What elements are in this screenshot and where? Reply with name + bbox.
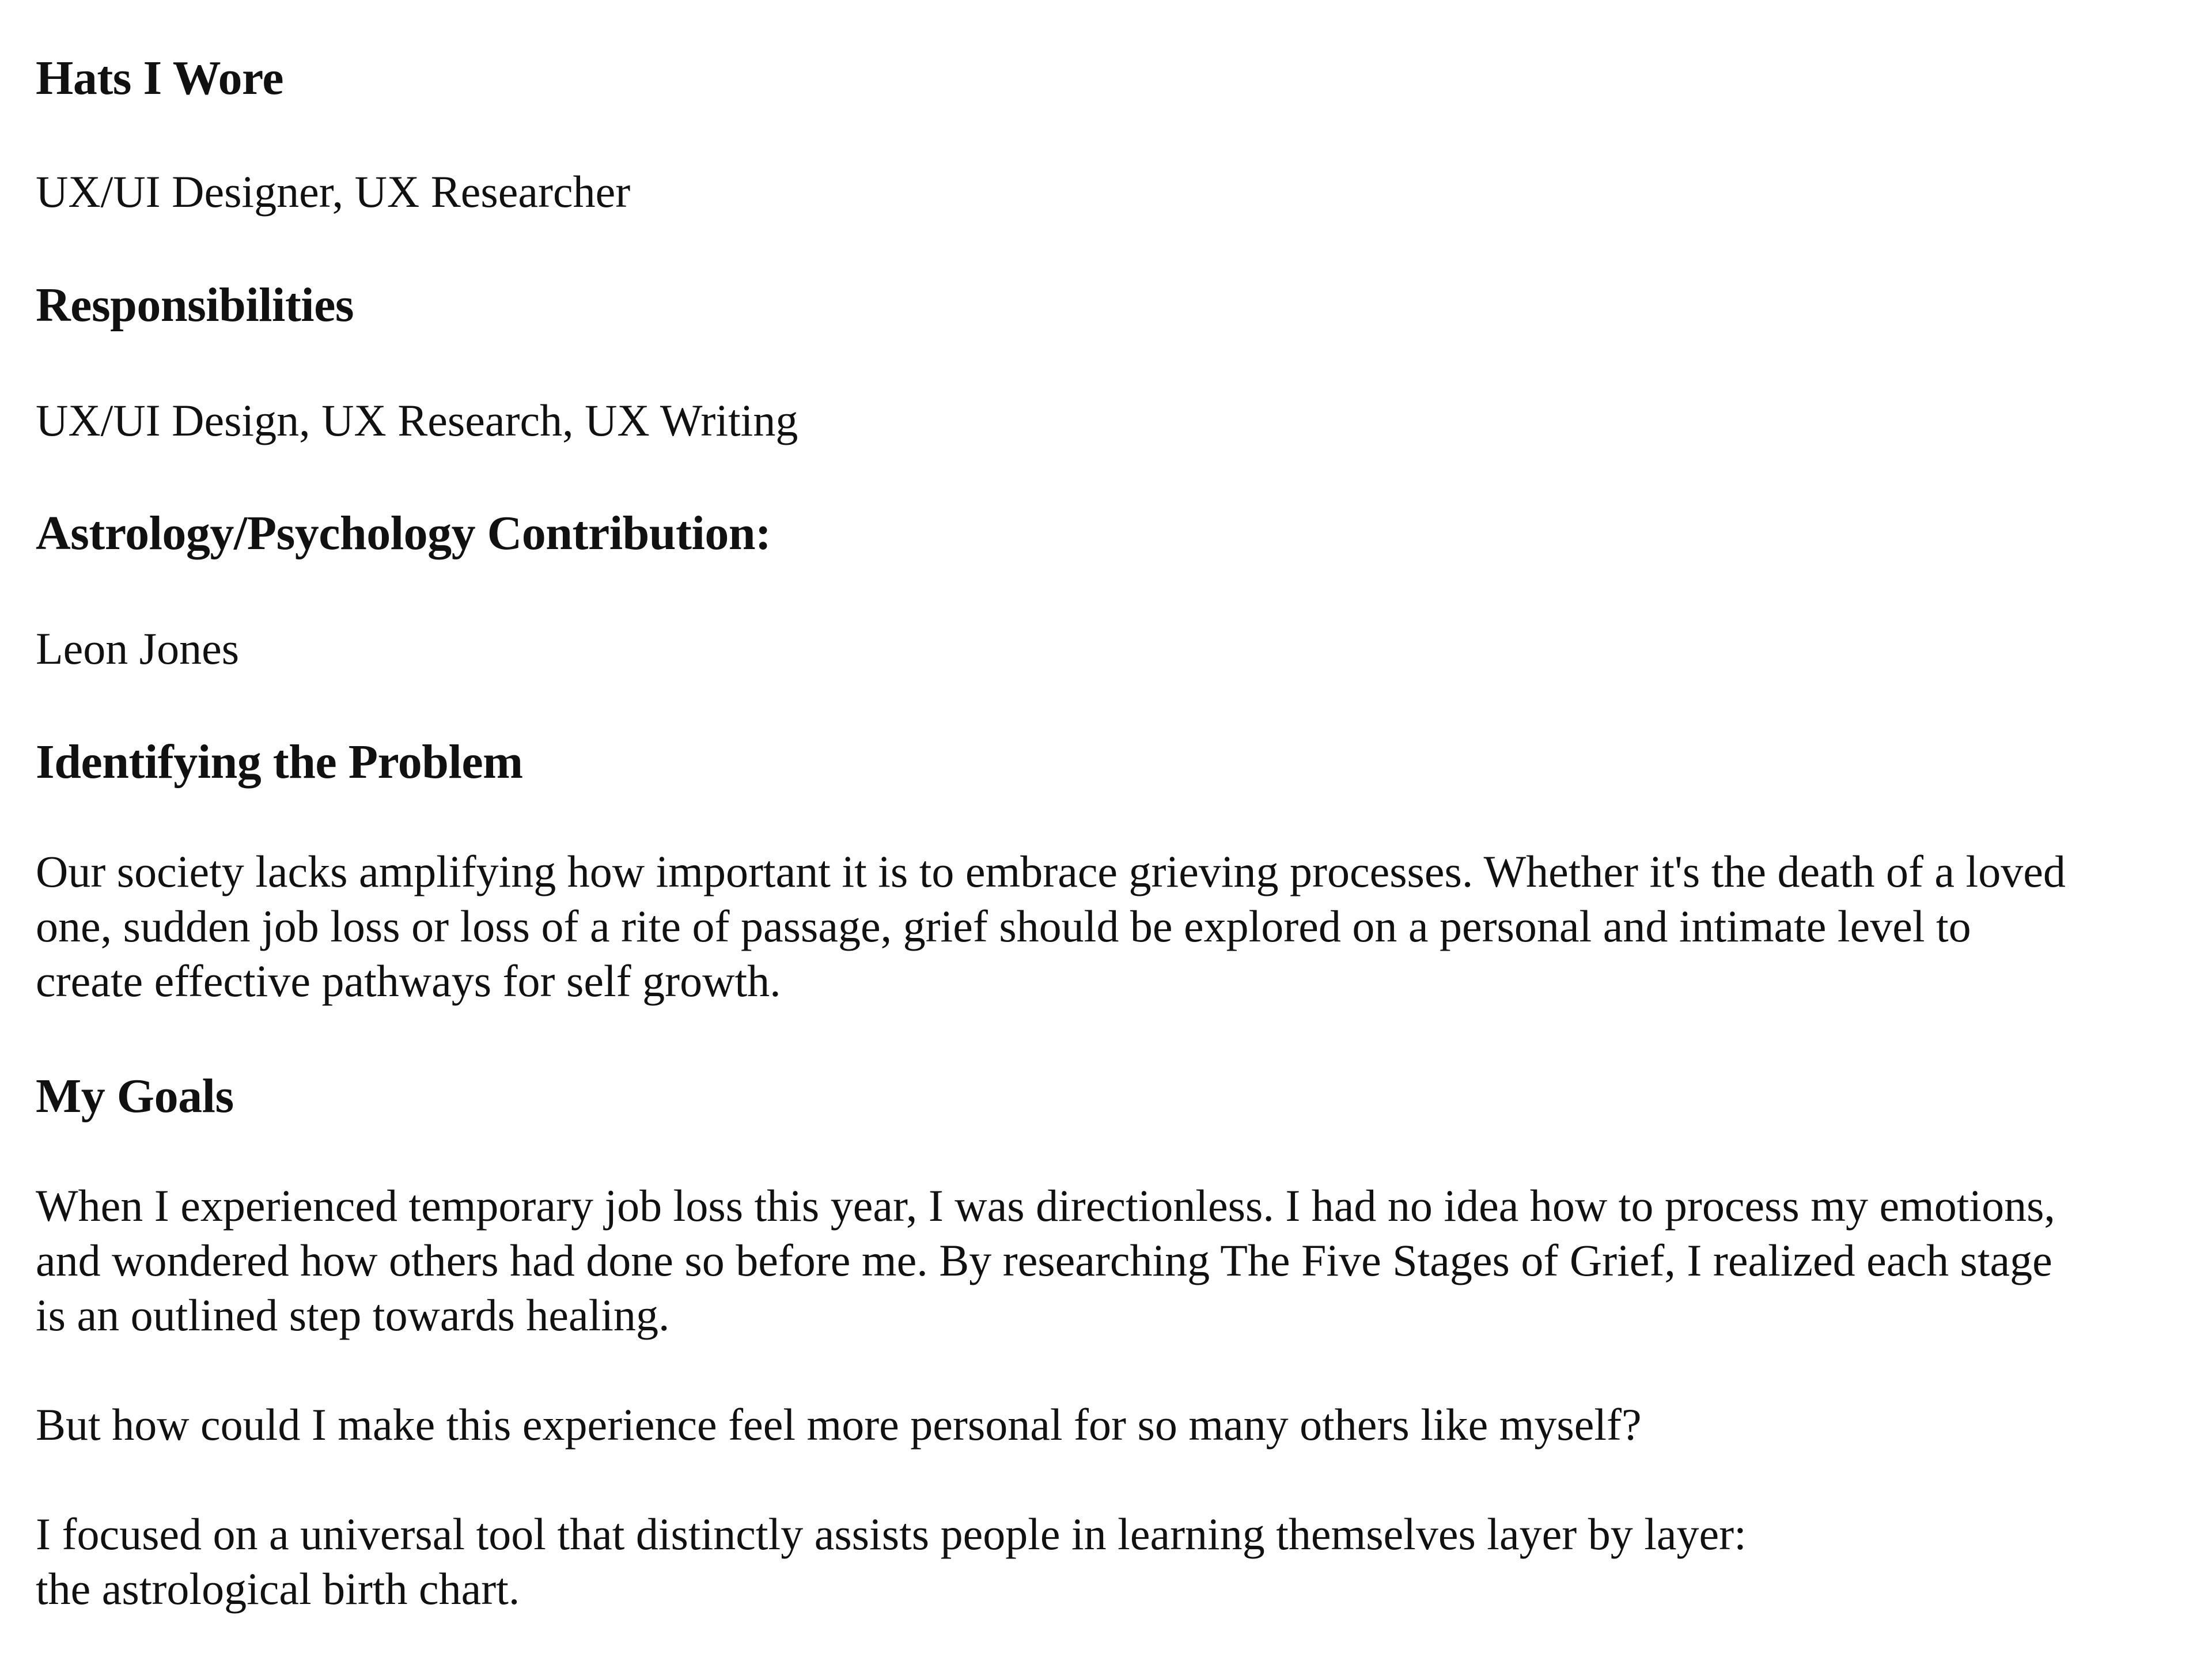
- goals-paragraph-3: [36, 1507, 1747, 1616]
- goals-paragraph-1: [36, 1178, 2055, 1342]
- problem-text-line: create effective pathways for self growth.: [36, 956, 781, 1006]
- goals-text-line: is an outlined step towards healing.: [36, 1290, 670, 1340]
- goals-text-line: I focused on a universal tool that distinctly assists people in learning themselves layer by layer:: [36, 1509, 1747, 1559]
- goals-heading: My Goals: [36, 1069, 234, 1123]
- responsibilities-heading: Responsibilities: [36, 278, 354, 332]
- hats-heading: Hats I Wore: [36, 51, 284, 105]
- goals-paragraph-2: But how could I make this experience feel more personal for so many others like myself?: [36, 1399, 1642, 1450]
- goals-text-line: and wondered how others had done so before me. By researching The Five Stages of Grief, I realized each stage: [36, 1235, 2052, 1285]
- problem-text-line: Our society lacks amplifying how important it is to embrace grieving processes. Whether it's the death of a loved: [36, 846, 2066, 896]
- goals-text-line: When I experienced temporary job loss this year, I was directionless. I had no idea how to process my emotions,: [36, 1181, 2055, 1231]
- problem-heading: Identifying the Problem: [36, 735, 523, 789]
- hats-text: UX/UI Designer, UX Researcher: [36, 167, 631, 217]
- goals-text-line: the astrological birth chart.: [36, 1564, 520, 1614]
- contribution-heading: Astrology/Psychology Contribution:: [36, 506, 771, 560]
- responsibilities-text: UX/UI Design, UX Research, UX Writing: [36, 395, 798, 445]
- problem-text-line: one, sudden job loss or loss of a rite of passage, grief should be explored on a personal and intimate level to: [36, 901, 1971, 951]
- contribution-text: Leon Jones: [36, 623, 240, 674]
- problem-text: [36, 844, 2066, 1008]
